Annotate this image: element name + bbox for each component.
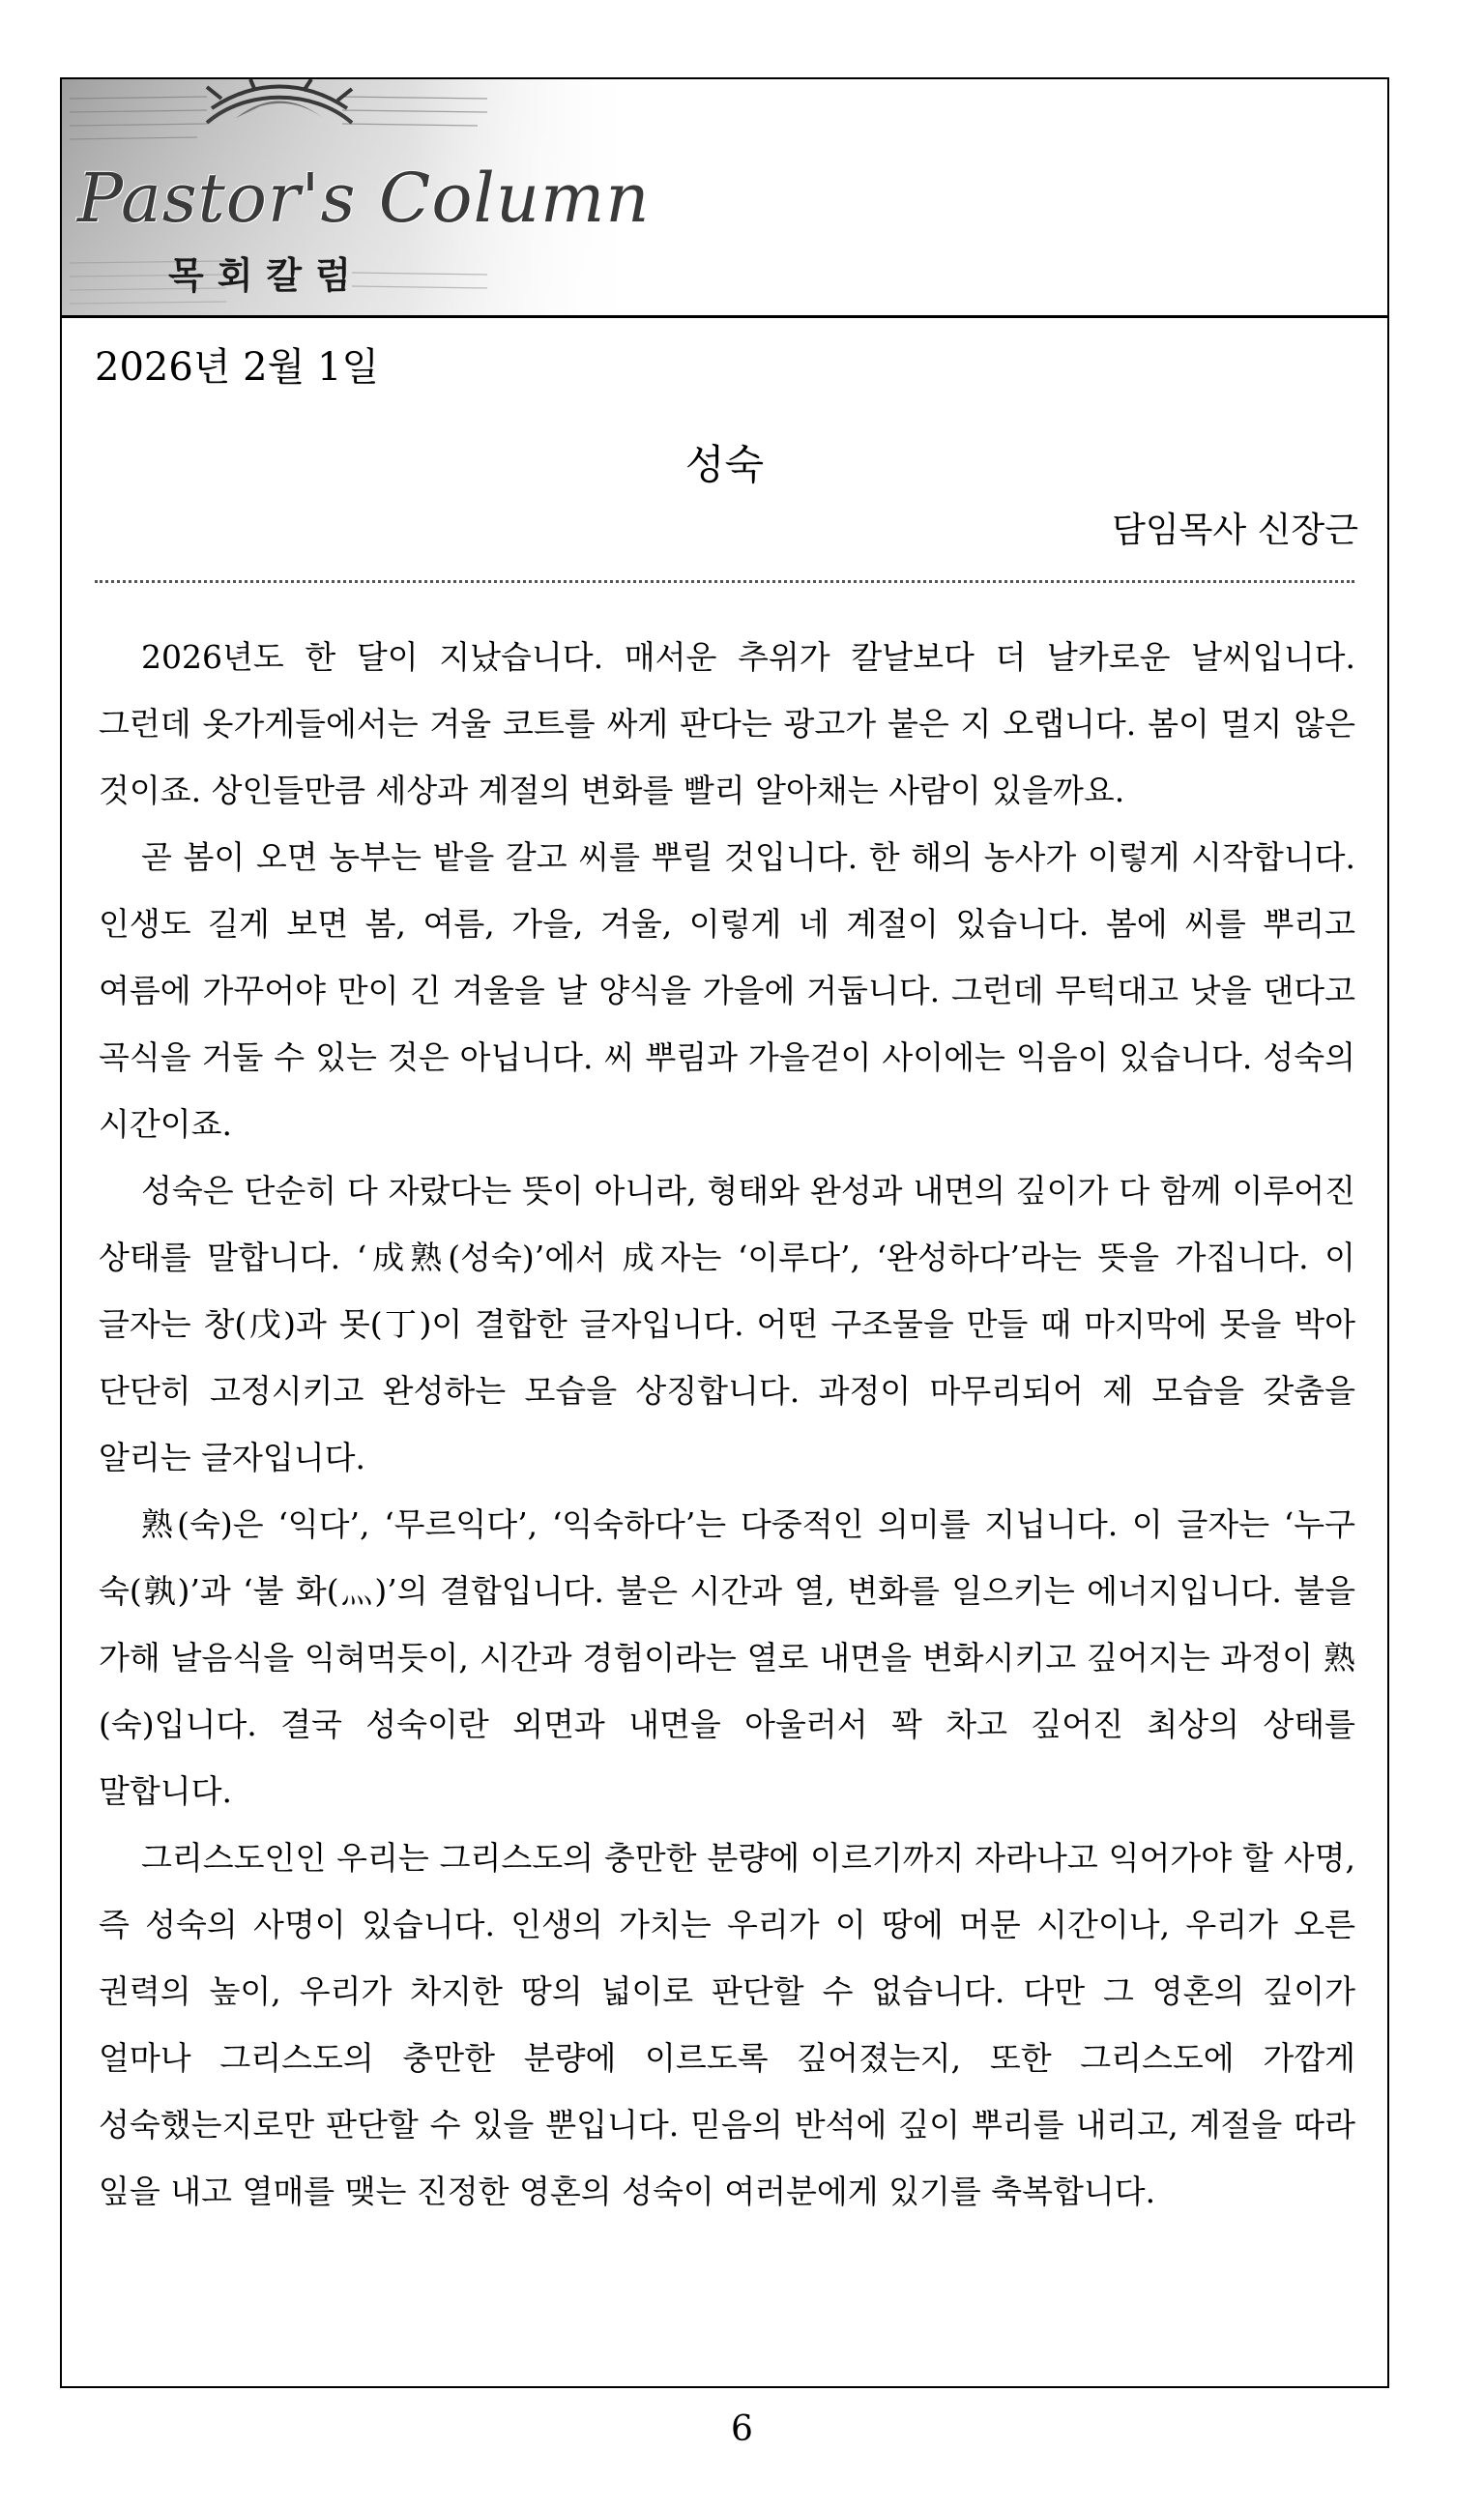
paragraph: 熟(숙)은 ‘익다’, ‘무르익다’, ‘익숙하다’는 다중적인 의미를 지닙니다. 이 글자는 ‘누구 숙(孰)’과 ‘불 화(灬)’의 결합입니다. 불은 시간과 열, 변화를 일으키는 에너지입니다. 불을 가해 날음식을 익혀먹듯이, 시간과 경험이라는 열로 내면을 변화시키고 깊어지는 과정이 熟(숙)입니다. 결국 성숙이란 외면과 내면을 아울러서 꽉 차고 깊어진 최상의 상태를 말합니다.	[99, 1505, 1355, 1810]
banner-title: Pastor's Column	[77, 159, 651, 238]
article-author: 담임목사 신장근	[1112, 511, 1358, 550]
page-number: 6	[731, 2409, 753, 2449]
dotted-divider	[95, 580, 1354, 583]
paragraph: 2026년도 한 달이 지났습니다. 매서운 추위가 칼날보다 더 날카로운 날씨입니다. 그런데 옷가게들에서는 겨울 코트를 싸게 판다는 광고가 붙은 지 오랩니다. 봄이 멀지 않은 것이죠. 상인들만큼 세상과 계절의 변화를 빨리 알아채는 사람이 있을까요.	[99, 638, 1355, 809]
banner-subtitle: 목회칼럼	[168, 253, 364, 297]
column-header	[62, 79, 1387, 318]
column-frame	[60, 77, 1389, 2388]
article-title: 성숙	[684, 441, 765, 488]
paragraph: 곧 봄이 오면 농부는 밭을 갈고 씨를 뿌릴 것입니다. 한 해의 농사가 이렇게 시작합니다. 인생도 길게 보면 봄, 여름, 가을, 겨울, 이렇게 네 계절이 있습니다. 봄에 씨를 뿌리고 여름에 가꾸어야 만이 긴 겨울을 날 양식을 가을에 거둡니다. 그런데 무턱대고 낫을 댄다고 곡식을 거둘 수 있는 것은 아닙니다. 씨 뿌림과 가을걷이 사이에는 익음이 있습니다. 성숙의 시간이죠.	[99, 838, 1355, 1143]
paragraph: 그리스도인인 우리는 그리스도의 충만한 분량에 이르기까지 자라나고 익어가야 할 사명, 즉 성숙의 사명이 있습니다. 인생의 가치는 우리가 이 땅에 머문 시간이나, 우리가 오른 권력의 높이, 우리가 차지한 땅의 넓이로 판단할 수 없습니다. 다만 그 영혼의 깊이가 얼마나 그리스도의 충만한 분량에 이르도록 깊어졌는지, 또한 그리스도에 가깝게 성숙했는지로만 판단할 수 있을 뿐입니다. 믿음의 반석에 깊이 뿌리를 내리고, 계절을 따라 잎을 내고 열매를 맺는 진정한 영혼의 성숙이 여러분에게 있기를 축복합니다.	[99, 1839, 1355, 2210]
article-body	[99, 624, 1355, 2225]
paragraph: 성숙은 단순히 다 자랐다는 뜻이 아니라, 형태와 완성과 내면의 깊이가 다 함께 이루어진 상태를 말합니다. ‘成熟(성숙)’에서 成자는 ‘이루다’, ‘완성하다’라는 뜻을 가집니다. 이 글자는 창(戊)과 못(丁)이 결합한 글자입니다. 어떤 구조물을 만들 때 마지막에 못을 박아 단단히 고정시키고 완성하는 모습을 상징합니다. 과정이 마무리되어 제 모습을 갖춤을 알리는 글자입니다.	[99, 1172, 1355, 1476]
column-banner	[62, 79, 651, 315]
article-date: 2026년 2월 1일	[95, 345, 380, 390]
